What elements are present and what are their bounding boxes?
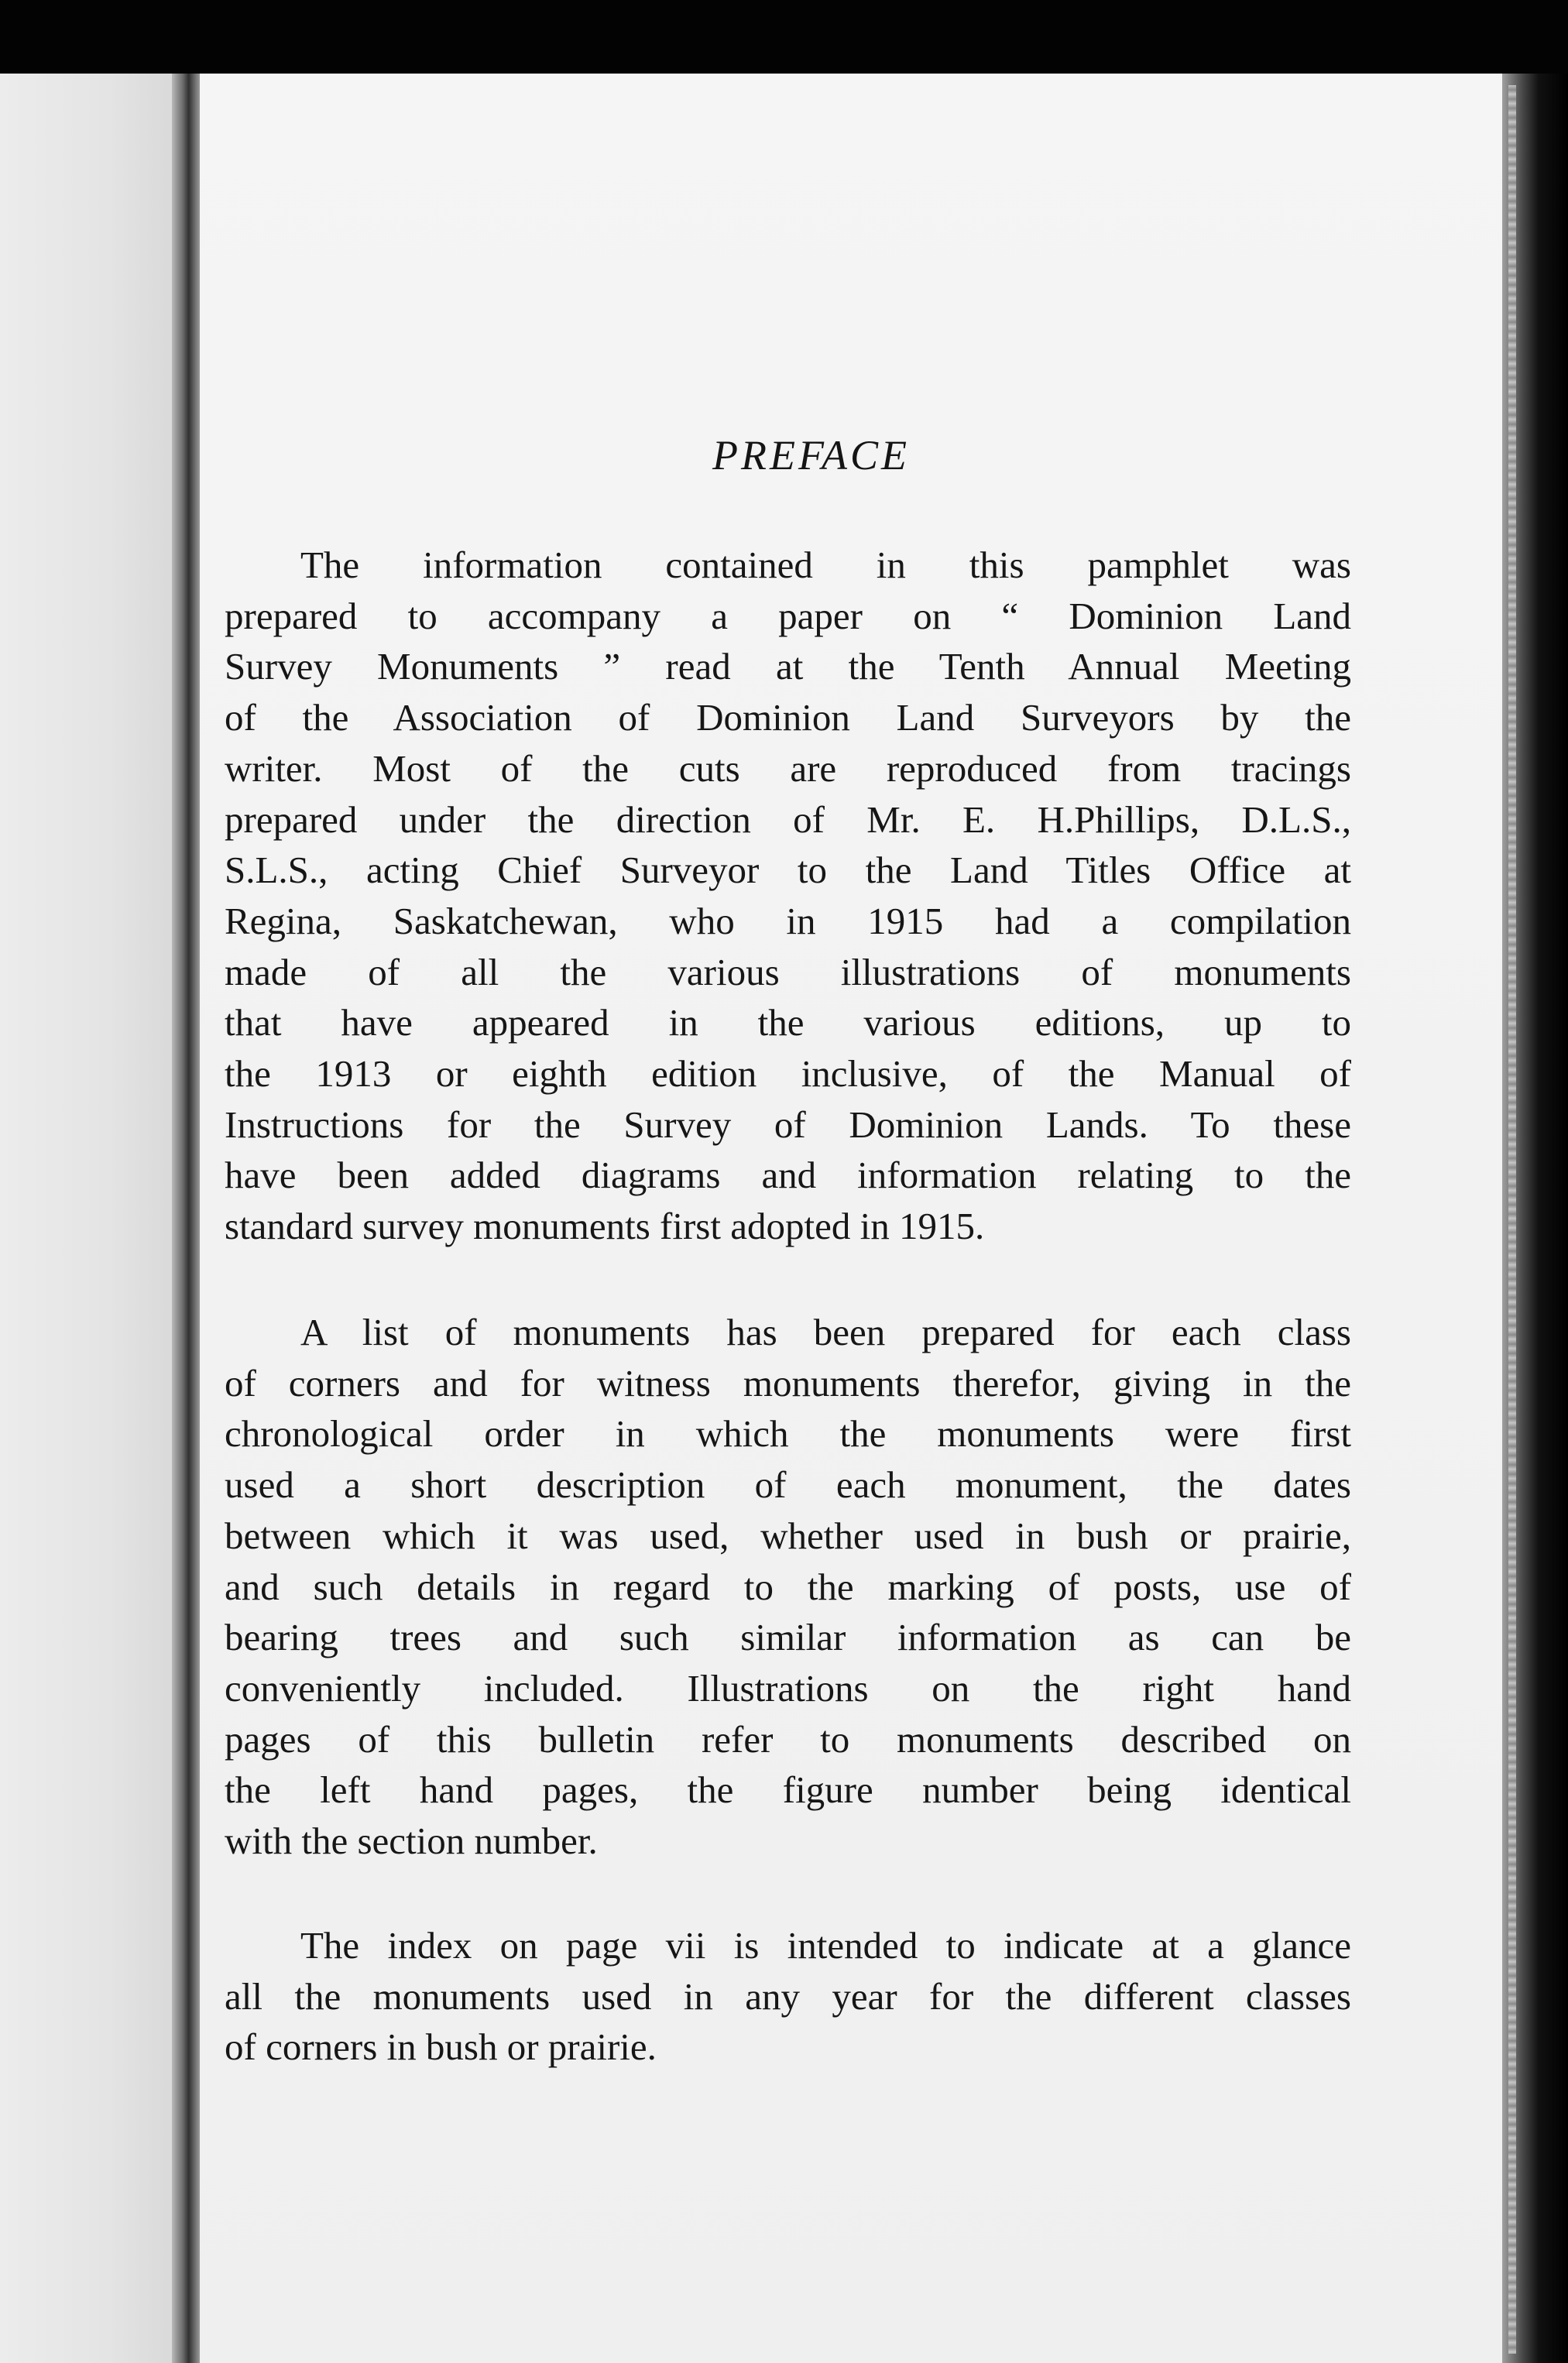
paragraph-line: conveniently included. Illustrations on the right hand	[225, 1666, 1351, 1710]
paragraph-line: of the Association of Dominion Land Surveyors by the	[225, 696, 1351, 739]
preface-paragraph-2	[225, 1307, 1351, 1867]
paragraph-line: that have appeared in the various editions, up to	[225, 1001, 1351, 1044]
paragraph-line: have been added diagrams and information relating to the	[225, 1154, 1351, 1197]
paragraph-line: The information contained in this pamphlet was	[300, 544, 1351, 586]
book-binding-shadow	[172, 74, 200, 2363]
paragraph-line: S.L.S., acting Chief Surveyor to the Land Titles Office at	[225, 849, 1351, 892]
paragraph-line: all the monuments used in any year for the different classes	[225, 1974, 1351, 2018]
paragraph-line: Instructions for the Survey of Dominion Lands. To these	[225, 1103, 1351, 1146]
paragraph-line: pages of this bulletin refer to monuments described on	[225, 1717, 1351, 1761]
scan-top-border	[0, 0, 1568, 74]
paragraph-line: Survey Monuments ” read at the Tenth Annual Meeting	[225, 645, 1351, 688]
paragraph-line: The index on page vii is intended to indicate at a glance	[300, 1924, 1351, 1967]
paragraph-line: and such details in regard to the marking of posts, use of	[225, 1565, 1351, 1608]
paragraph-line: between which it was used, whether used in bush or prairie,	[225, 1514, 1351, 1557]
paragraph-line: bearing trees and such similar information as can be	[225, 1616, 1351, 1659]
paragraph-line: Regina, Saskatchewan, who in 1915 had a compilation	[225, 899, 1351, 942]
paragraph-line: prepared to accompany a paper on “ Dominion Land	[225, 594, 1351, 637]
preface-paragraph-1	[225, 540, 1351, 1252]
preface-paragraph-3	[225, 1920, 1351, 2073]
paragraph-line: standard survey monuments first adopted in 1915.	[225, 1205, 985, 1248]
paragraph-line: with the section number.	[225, 1819, 598, 1863]
paragraph-line: of corners and for witness monuments therefor, giving in the	[225, 1361, 1351, 1404]
paragraph-line: the left hand pages, the figure number being identical	[225, 1768, 1351, 1812]
paragraph-line: of corners in bush or prairie.	[225, 2025, 657, 2069]
paragraph-line: prepared under the direction of Mr. E. H.Phillips, D.L.S.,	[225, 797, 1351, 841]
page-title: PREFACE	[712, 432, 910, 478]
paragraph-line: chronological order in which the monuments were first	[225, 1412, 1351, 1456]
paragraph-line: A list of monuments has been prepared for each class	[300, 1311, 1351, 1353]
page-stack-edge	[1508, 85, 1516, 2354]
paragraph-line: writer. Most of the cuts are reproduced from tracings	[225, 746, 1351, 790]
paragraph-line: used a short description of each monument, the dates	[225, 1463, 1351, 1507]
facing-page-edge	[0, 74, 180, 2363]
paragraph-line: made of all the various illustrations of monuments	[225, 950, 1351, 993]
paragraph-line: the 1913 or eighth edition inclusive, of the Manual of	[225, 1052, 1351, 1096]
